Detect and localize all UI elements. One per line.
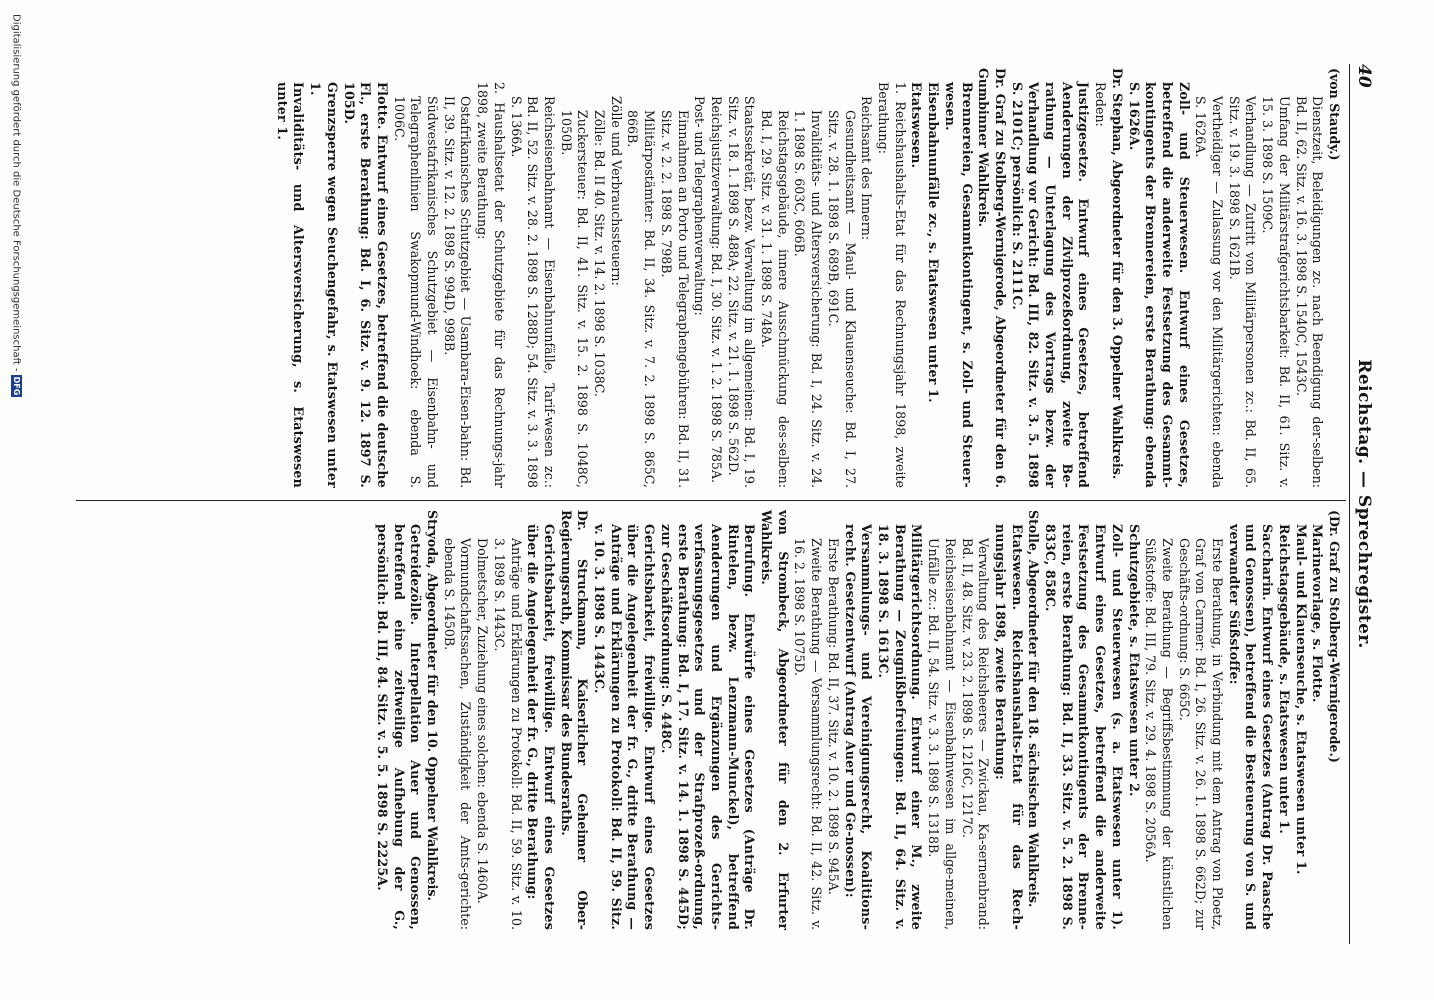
page-title: Reichstag. — Sprechregister.	[1354, 359, 1374, 649]
register-entry: Reichsjustizverwaltung: Bd. I, 30. Sitz. v. 1. 2. 1898 S. 785A.	[708, 96, 724, 484]
register-entry: Grenzsperre wegen Seuchengefahr, s. Etatswesen unter 1.	[308, 82, 340, 488]
register-entry: Etatswesen.	[909, 82, 925, 169]
register-entry: Invaliditäts- und Altersversicherung: Bd. I, 24. Sitz. v. 24. 1. 1898 S. 603C, 606B.	[792, 110, 825, 488]
register-entry: von Strombeck, Abgeordneter für den 2. Erfurter Wahlkreis.	[759, 510, 791, 930]
register-entry: Zölle: Bd. II 40. Sitz. v. 14. 2. 1898 S. 1038C.	[592, 110, 608, 397]
register-entry: Vormundschaftssachen, Zuständigkeit der Amts-gerichte: ebenda S. 1450B.	[441, 538, 474, 930]
left-column	[273, 68, 1342, 488]
column-divider	[76, 500, 1346, 501]
register-entry: Zweite Berathung — Begriffsbestimmung der künstlichen Süßstoffe: Bd. III, 79. Sitz. v. 29. 4. 1898 S. 2056A.	[1143, 538, 1175, 930]
digitization-note	[11, 14, 23, 397]
register-entry: Reichseisenbahnamt — Eisenbahnwesen im allge-meinen, Unfälle zc.: Bd. II, 54. Sitz. v. 3. 3. 1898 S. 1318B.	[926, 538, 958, 930]
register-entry: Erste Berathung, in Verbindung mit dem Antrag von Ploetz, Graf von Carmer: Bd. I, 26. Sitz. v. 26. 1. 1898 S. 662D; zur Geschäfts-ordnung: S. 665C.	[1176, 538, 1226, 930]
page-header	[1354, 64, 1374, 944]
register-entry: (Dr. Graf zu Stolberg-Wernigerode.)	[1327, 510, 1342, 763]
register-entry: Post- und Telegraphenverwaltung:	[692, 96, 708, 316]
register-entry: Schutzgebiete, s. Etatswesen unter 2.	[1126, 524, 1142, 797]
digitization-note-text: Digitalisierung gefördert durch die Deutsche Forschungsgemeinschaft -	[10, 14, 22, 372]
register-entry: Zoll- und Steuerwesen. Entwurf eines Gesetzes, betreffend die anderweite Festsetzung des Gesammt-kontingents der Brennereien, erste Berathung: ebenda S. 1626A.	[1126, 82, 1192, 488]
register-entry: Militärgerichtsordnung. Entwurf einer M., zweite Berathung — Zeugnißbefreiungen: Bd. II, 64. Sitz. v. 18. 3. 1898 S. 1613C.	[876, 524, 925, 930]
register-entry: Flotte. Entwurf eines Gesetzes, betreffend die deutsche Fl., erste Berathung: Bd. I, 6. Sitz. v. 9. 12. 1897 S. 105D.	[341, 82, 390, 488]
register-entry: Reichstagsgebäude, innere Ausschmückung des-selben: Bd. I, 29. Sitz. v. 31. 1. 1898 S. 748A.	[759, 110, 791, 488]
register-entry: Stryoda, Abgeordneter für den 10. Oppelner Wahlkreis.	[425, 510, 441, 901]
register-entry: Versammlungs- und Vereinigungsrecht, Koalitions-recht. Gesetzentwurf (Antrag Auer und Ge-nossen):	[842, 524, 875, 930]
register-entry: Einnahmen an Porto und Telegraphengebühren: Bd. II, 31. Sitz. v. 2. 2. 1898 S. 798B.	[658, 110, 691, 488]
register-entry: Dolmetscher, Zuziehung eines solchen: ebenda S. 1460A.	[475, 538, 491, 904]
register-entry: Dr. Stephan, Abgeordneter für den 3. Oppelner Wahlkreis.	[1109, 68, 1125, 480]
register-entry: Reichseisenbahnamt — Eisenbahnunfälle, Tarif-wesen zc.: Bd. II, 52. Sitz. v. 28. 2. 1898 S. 1288D; 54. Sitz. v. 3. 3. 1898 S. 1366A.	[508, 96, 557, 488]
register-entry: Etatswesen. Reichshaushalts-Etat für das Rech-nungsjahr 1898, zweite Berathung:	[992, 524, 1025, 930]
register-entry: Staatssekretär, bezw. Verwaltung im allgemeinen: Bd. I, 19. Sitz. v. 18. 1. 1898 S. 488A; 22. Sitz. v. 21. 1. 1898 S. 562D.	[725, 96, 758, 488]
register-entry: Zweite Berathung — Versammlungsrecht: Bd. II, 42. Sitz. v. 16. 2. 1898 S. 1075D.	[792, 538, 825, 930]
register-entry: Dienstzeit, Beleidigungen zc. nach Beendigung der-selben: Bd. II, 62. Sitz. v. 16. 3. 1898 S. 1540C, 1543C.	[1293, 96, 1326, 488]
register-entry: Marinevorlage, s. Flotte.	[1310, 524, 1326, 703]
register-entry: Militärpostämter: Bd. II, 34. Sitz. v. 7. 2. 1898 S. 865C, 866B.	[625, 110, 658, 488]
register-entry: Zoll- und Steuerwesen (s. a. Etatswesen unter 1). Entwurf eines Gesetzes, betreffend die anderweite Festsetzung des Gesammtkontingents der Brenne-reien, erste Berathung: Bd. II, 33. Sitz. v. 5. 2. 1898 S. 833C, 858C.	[1043, 524, 1125, 930]
register-entry: Stolle, Abgeordneter für den 18. sächsischen Wahlkreis.	[1026, 510, 1042, 908]
page-number: 40	[1354, 64, 1374, 88]
register-entry: Vertheidiger — Zulassung vor den Militärgerichten: ebenda S. 1626A.	[1193, 96, 1226, 488]
register-entry: Maul- und Klauenseuche, s. Etatswesen unter 1.	[1293, 524, 1309, 875]
register-entry: Anträge und Erklärungen zu Protokoll: Bd. II, 59. Sitz. v. 10. 3. 1898 S. 1443C.	[491, 538, 524, 930]
register-entry: (von Staudy.)	[1327, 68, 1342, 161]
register-entry: Gesundheitsamt — Maul- und Klauenseuche: Bd. I, 27. Sitz. v. 28. 1. 1898 S. 689B, 691C.	[825, 110, 858, 488]
register-entry: Umfang der Militärstrafgerichtsbarkeit: Bd. II, 61. Sitz. v. 15. 3. 1898 S. 1509C.	[1260, 96, 1292, 488]
register-entry: Südwestafrikanisches Schutzgebiet — Eisenbahn- und Telegraphenlinien Swakopmund-Windhoek: ebenda S. 1006C.	[391, 96, 441, 488]
register-entry: Reichstagsgebäude, s. Etatswesen unter 1.	[1276, 524, 1292, 834]
register-entry: Gerichtsbarkeit, freiwillige. Entwurf eines Gesetzes über die Angelegenheit der fr. G., dritte Berathung:	[525, 524, 557, 930]
register-entry: Zölle und Verbrauchssteuern:	[608, 96, 624, 286]
register-entry: Berufung. Entwürfe eines Gesetzes (Anträge Dr. Rintelen, bezw. Lenzmann-Munckel), betreffend Aenderungen und Ergänzungen des Gerichts-verfassungsgesetzes und der Strafprozeß-ordnung, erste Berathung: Bd. I, 17. Sitz. v. 14. 1. 1898 S. 445D; zur Geschäftsordnung: S. 448C.	[658, 524, 758, 930]
register-entry: Reichsamt des Innern:	[859, 96, 875, 241]
register-entry: Getreidezölle. Interpellation Auer und Genossen, betreffend eine zeitweilige Aufhebung der G., persönlich: Bd. III, 84. Sitz. v. 5. 5. 1898 S. 2225A.	[374, 524, 424, 930]
register-entry: 2. Haushaltsetat der Schutzgebiete für das Rechnungs-jahr 1898, zweite Berathung:	[475, 82, 507, 488]
register-entry: Ostafrikanisches Schutzgebiet — Usambara-Eisen-bahn: Bd. II, 39. Sitz. v. 12. 2. 1898 S. 994D, 998B.	[441, 96, 474, 488]
register-entry: 1. Reichshaushalts-Etat für das Rechnungsjahr 1898, zweite Berathung:	[876, 82, 908, 488]
register-entry: Dr. Struckmann, Kaiserlicher Geheimer Ober-Regierungsrath, Kommissar des Bundesraths.	[558, 510, 591, 930]
register-entry: Reden:	[1093, 82, 1109, 127]
header-rule	[1349, 64, 1350, 944]
register-entry: Gerichtsbarkeit, freiwillige. Entwurf eines Gesetzes über die Angelegenheit der fr. G., dritte Berathung — Anträge und Erklärungen zu Protokoll: Bd. II, 59. Sitz. v. 10. 3. 1898 S. 1443C.	[592, 524, 658, 930]
register-entry: Erste Berathung: Bd. II, 37. Sitz. v. 10. 2. 1898 S. 945A.	[825, 538, 841, 895]
right-column	[373, 510, 1342, 930]
register-entry: Brennereien, Gesammtkontingent, s. Zoll- und Steuer-wesen.	[942, 82, 975, 488]
register-entry: Eisenbahnunfälle zc., s. Etatswesen unter 1.	[926, 82, 942, 403]
dfg-logo: DFG	[12, 376, 21, 396]
register-entry: Dr. Graf zu Stolberg-Wernigerode, Abgeordneter für den 6. Gumbinner Wahlkreis.	[976, 68, 1008, 488]
register-entry: Zuckersteuer: Bd. II, 41. Sitz. v. 15. 2. 1898 S. 1048C, 1050B.	[558, 110, 591, 488]
register-entry: Justizgesetze. Entwurf eines Gesetzes, betreffend Aenderungen der Zivilprozeßordnung, zweite Be-rathung — Unterlagung des Vortrags bezw. der Verhandlung vor Gericht: Bd. III, 82. Sitz. v. 3. 5. 1898 S. 2101C; persönlich: S. 2111C.	[1009, 82, 1092, 488]
register-entry: Verwaltung des Reichsheeres — Zwickau, Ka-sernenbrand: Bd. II, 48. Sitz. v. 23. 2. 1898 S. 1216C, 1217C.	[959, 538, 992, 930]
register-entry: Saccharin. Entwurf eines Gesetzes (Antrag Dr. Paasche und Genossen), betreffend die Besteuerung von S. und verwandter Süßstoffe:	[1226, 524, 1276, 930]
register-entry: Invaliditäts- und Altersversicherung, s. Etatswesen unter 1.	[274, 82, 307, 488]
register-entry: Verhandlung — Zutritt von Militärpersonen zc.: Bd. II, 65. Sitz. v. 19. 3. 1898 S. 1621B.	[1226, 96, 1259, 488]
